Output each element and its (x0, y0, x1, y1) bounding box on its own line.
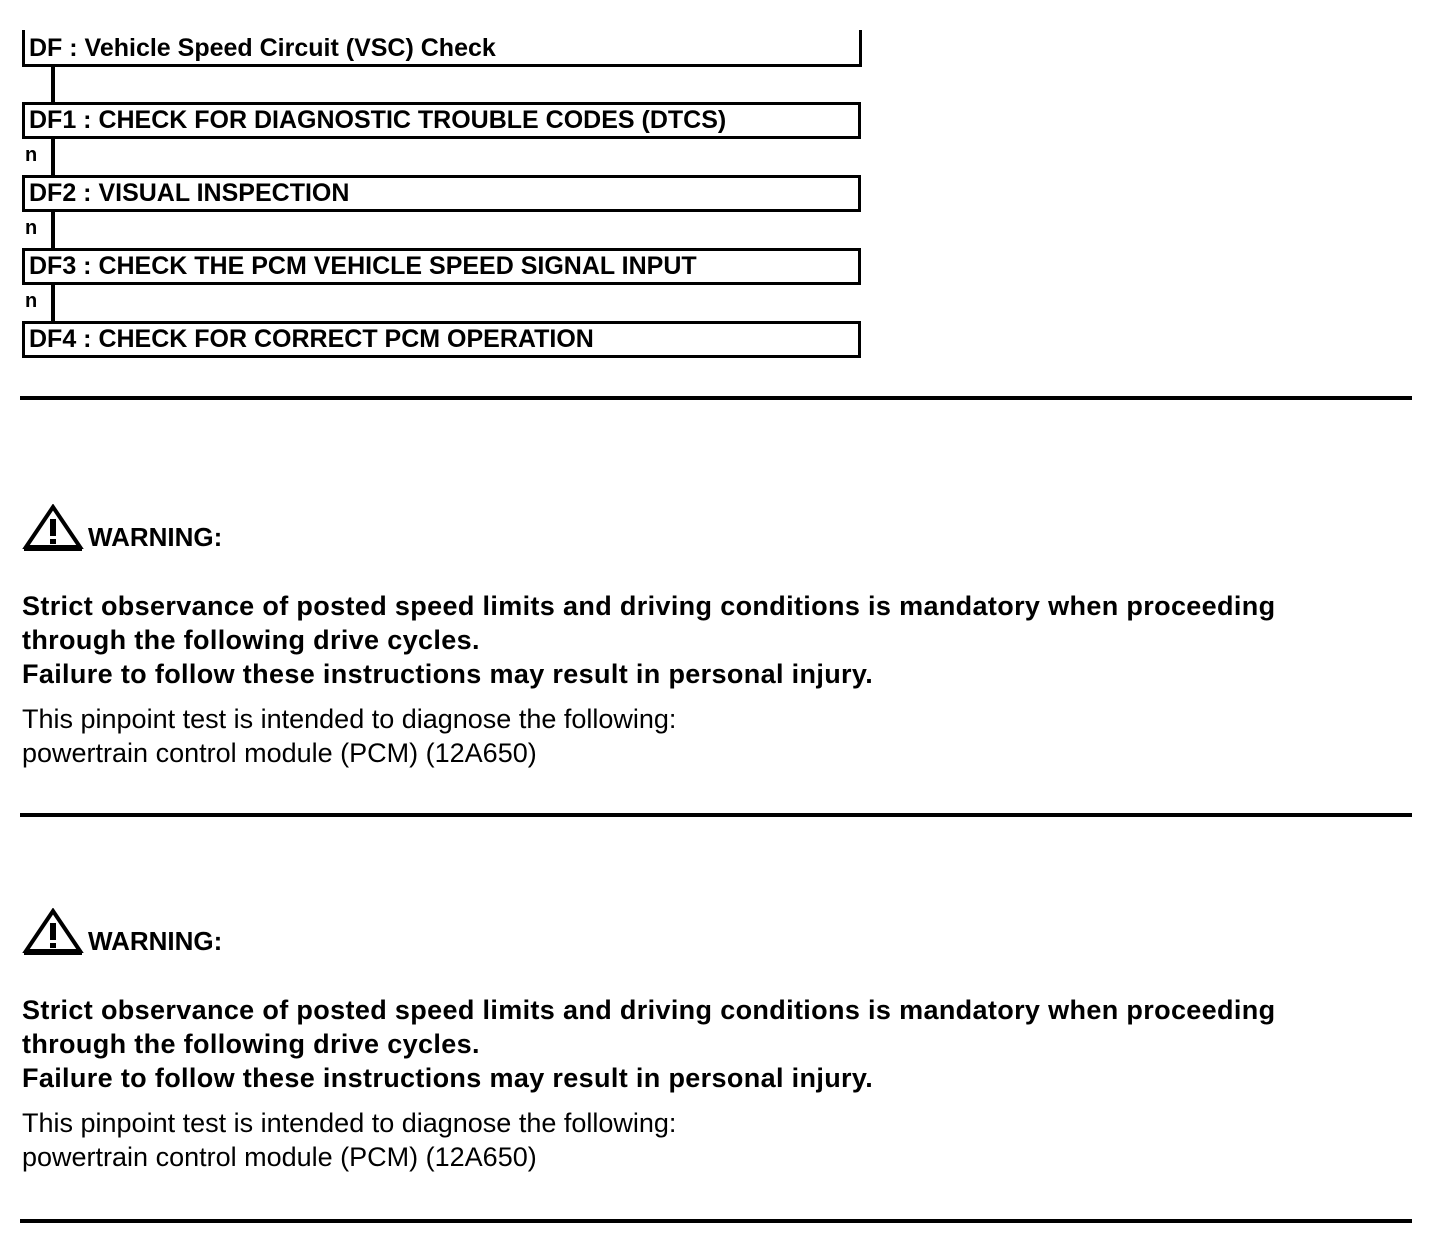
flowchart-step-df3: DF3 : CHECK THE PCM VEHICLE SPEED SIGNAL INPUT (22, 248, 861, 285)
flowchart-step-df1: DF1 : CHECK FOR DIAGNOSTIC TROUBLE CODES (DTCS) (22, 102, 861, 139)
warning-triangle-icon (22, 504, 84, 552)
flowchart-step-df2: DF2 : VISUAL INSPECTION (22, 175, 861, 212)
warning-line: Failure to follow these instructions may result in personal injury. (22, 659, 874, 689)
flowchart-connector (51, 67, 55, 103)
info-line: powertrain control module (PCM) (12A650) (22, 1142, 537, 1172)
info-line: This pinpoint test is intended to diagnose the following: (22, 1108, 677, 1138)
horizontal-rule (20, 396, 1412, 400)
pinpoint-info (22, 702, 1422, 770)
warning-label: WARNING: (88, 926, 223, 956)
horizontal-rule (20, 1219, 1412, 1223)
flowchart-title: DF : Vehicle Speed Circuit (VSC) Check (22, 30, 862, 67)
horizontal-rule (20, 813, 1412, 817)
warning-header (22, 502, 222, 552)
branch-label-n: n (25, 217, 38, 239)
pinpoint-info (22, 1106, 1422, 1174)
branch-label-n: n (25, 144, 38, 166)
warning-line: through the following drive cycles. (22, 1029, 480, 1059)
flowchart-connector (51, 139, 55, 176)
warning-triangle-icon (22, 908, 84, 956)
info-line: This pinpoint test is intended to diagnose the following: (22, 704, 677, 734)
warning-text (22, 589, 1422, 691)
warning-line: Strict observance of posted speed limits and driving conditions is mandatory when proceeding (22, 995, 1276, 1025)
warning-line: Failure to follow these instructions may result in personal injury. (22, 1063, 874, 1093)
branch-label-n: n (25, 290, 38, 312)
warning-line: Strict observance of posted speed limits and driving conditions is mandatory when proceeding (22, 591, 1276, 621)
warning-line: through the following drive cycles. (22, 625, 480, 655)
flowchart-step-df4: DF4 : CHECK FOR CORRECT PCM OPERATION (22, 321, 861, 358)
flowchart-connector (51, 212, 55, 249)
flowchart-connector (51, 285, 55, 322)
warning-header (22, 906, 222, 956)
warning-label: WARNING: (88, 522, 223, 552)
warning-text (22, 993, 1422, 1095)
info-line: powertrain control module (PCM) (12A650) (22, 738, 537, 768)
